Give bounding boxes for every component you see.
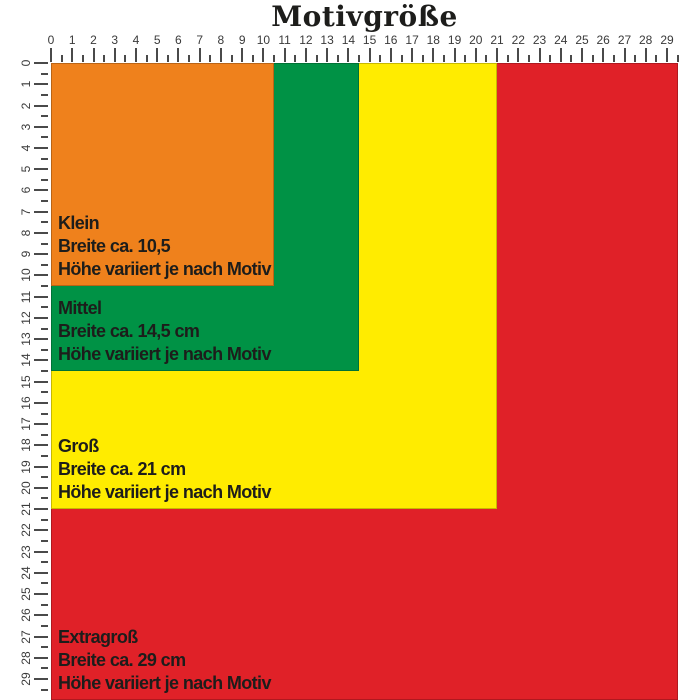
- ruler-top-major-tick: [369, 48, 371, 62]
- ruler-top-major-tick: [454, 48, 456, 62]
- ruler-top-minor-tick: [61, 55, 63, 62]
- ruler-top-minor-tick: [464, 55, 466, 62]
- ruler-top-label: 3: [111, 33, 119, 47]
- ruler-top-label: 23: [532, 33, 547, 47]
- ruler-top-label: 26: [596, 33, 610, 47]
- size-label-block: [58, 435, 271, 504]
- ruler-top-label: 5: [153, 33, 161, 47]
- ruler-left-label: 2: [19, 102, 33, 109]
- ruler-top-minor-tick: [188, 55, 190, 62]
- ruler-top-label: 25: [575, 33, 589, 47]
- ruler-left-minor-tick: [41, 349, 48, 351]
- ruler-top-major-tick: [220, 48, 222, 62]
- ruler-top-major-tick: [93, 48, 95, 62]
- ruler-left-major-tick: [34, 657, 48, 659]
- ruler-top-major-tick: [262, 48, 264, 62]
- ruler-top-label: 15: [362, 33, 377, 47]
- ruler-top-label: 18: [426, 33, 440, 47]
- ruler-top-label: 20: [469, 33, 483, 47]
- size-width-label: Breite ca. 10,5: [58, 236, 171, 256]
- ruler-top-major-tick: [199, 48, 201, 62]
- size-label-block: [58, 212, 271, 281]
- ruler-top-minor-tick: [549, 55, 551, 62]
- ruler-top-label: 14: [341, 33, 356, 47]
- ruler-top-major-tick: [475, 48, 477, 62]
- ruler-top-minor-tick: [613, 55, 615, 62]
- ruler-top-minor-tick: [316, 55, 318, 62]
- size-name-label: Extragroß: [58, 627, 138, 647]
- ruler-top-major-tick: [305, 48, 307, 62]
- ruler-left-label: 29: [19, 672, 33, 686]
- size-height-note: Höhe variiert je nach Motiv: [58, 673, 271, 693]
- ruler-top-minor-tick: [485, 55, 487, 62]
- ruler-top-minor-tick: [358, 55, 360, 62]
- ruler-left-major-tick: [34, 572, 48, 574]
- size-name-label: Mittel: [58, 298, 102, 318]
- ruler-left-major-tick: [34, 551, 48, 553]
- ruler-top-minor-tick: [379, 55, 381, 62]
- ruler-top-major-tick: [114, 48, 116, 62]
- ruler-top-label: 16: [384, 33, 398, 47]
- ruler-top-major-tick: [624, 48, 626, 62]
- ruler-top-major-tick: [496, 48, 498, 62]
- ruler-left-label: 1: [19, 80, 33, 88]
- ruler-left-minor-tick: [41, 115, 48, 117]
- ruler-left-label: 21: [19, 502, 33, 516]
- ruler-left-label: 20: [19, 481, 33, 495]
- ruler-top-minor-tick: [655, 55, 657, 62]
- ruler-left-minor-tick: [41, 434, 48, 436]
- ruler-left-label: 18: [19, 438, 33, 452]
- ruler-top-label: 13: [320, 33, 334, 47]
- ruler-left-label: 12: [19, 311, 33, 325]
- ruler-top-major-tick: [666, 48, 668, 62]
- ruler-top-major-tick: [517, 48, 519, 62]
- ruler-top-minor-tick: [231, 55, 233, 62]
- ruler-top-major-tick: [560, 48, 562, 62]
- ruler-top-minor-tick: [528, 55, 530, 62]
- ruler-top-minor-tick: [443, 55, 445, 62]
- ruler-left-label: 0: [19, 59, 33, 67]
- ruler-left-minor-tick: [41, 476, 48, 478]
- ruler-left-minor-tick: [41, 497, 48, 499]
- ruler-left-major-tick: [34, 359, 48, 361]
- ruler-top-minor-tick: [82, 55, 84, 62]
- ruler-left-major-tick: [34, 317, 48, 319]
- ruler-top-major-tick: [50, 48, 52, 62]
- size-rect-klein: [51, 63, 274, 286]
- size-width-label: Breite ca. 21 cm: [58, 459, 186, 479]
- ruler-top-minor-tick: [252, 55, 254, 62]
- ruler-left-label: 17: [19, 417, 33, 431]
- ruler-left-minor-tick: [41, 158, 48, 160]
- ruler-left-minor-tick: [41, 667, 48, 669]
- ruler-left-label: 28: [19, 651, 33, 665]
- ruler-left-minor-tick: [41, 370, 48, 372]
- ruler-left-major-tick: [34, 168, 48, 170]
- ruler-left-major-tick: [34, 232, 48, 234]
- ruler-left-major-tick: [34, 593, 48, 595]
- ruler-left-label: 19: [19, 459, 33, 474]
- ruler-left-label: 23: [19, 544, 33, 559]
- ruler-top-major-tick: [347, 48, 349, 62]
- size-height-note: Höhe variiert je nach Motiv: [58, 259, 271, 279]
- ruler-top-label: 29: [660, 33, 674, 47]
- ruler-top-major-tick: [284, 48, 286, 62]
- ruler-left-minor-tick: [41, 540, 48, 542]
- ruler-top-label: 19: [447, 33, 462, 47]
- ruler-top-major-tick: [539, 48, 541, 62]
- size-width-label: Breite ca. 14,5 cm: [58, 321, 200, 341]
- ruler-left-major-tick: [34, 423, 48, 425]
- ruler-left-major-tick: [34, 678, 48, 680]
- chart-title: Motivgröße: [271, 0, 458, 33]
- ruler-left-major-tick: [34, 274, 48, 276]
- ruler-left-minor-tick: [41, 285, 48, 287]
- ruler-left-label: 16: [19, 396, 33, 410]
- ruler-top-minor-tick: [103, 55, 105, 62]
- ruler-left-minor-tick: [41, 519, 48, 521]
- ruler-top-label: 7: [196, 33, 204, 47]
- ruler-top-label: 6: [175, 33, 182, 47]
- ruler-top-label: 21: [490, 33, 504, 47]
- ruler-top-minor-tick: [294, 55, 296, 62]
- ruler-left-minor-tick: [41, 221, 48, 223]
- ruler-left-label: 10: [19, 268, 33, 283]
- ruler-top-minor-tick: [124, 55, 126, 62]
- ruler-top-major-tick: [581, 48, 583, 62]
- ruler-top-major-tick: [177, 48, 179, 62]
- ruler-top-label: 4: [132, 33, 140, 47]
- ruler-left-minor-tick: [41, 200, 48, 202]
- ruler-top-major-tick: [135, 48, 137, 62]
- ruler-top-label: 1: [68, 33, 76, 47]
- ruler-left-label: 5: [19, 165, 33, 173]
- ruler-left-label: 11: [19, 290, 33, 303]
- ruler-left-major-tick: [34, 381, 48, 383]
- ruler-left-minor-tick: [41, 646, 48, 648]
- ruler-left-major-tick: [34, 614, 48, 616]
- ruler-left-major-tick: [34, 466, 48, 468]
- ruler-left-minor-tick: [41, 136, 48, 138]
- ruler-top-minor-tick: [273, 55, 275, 62]
- size-width-label: Breite ca. 29 cm: [58, 650, 186, 670]
- ruler-top-label: 24: [554, 33, 568, 47]
- ruler-left-major-tick: [34, 338, 48, 340]
- ruler-top-label: 2: [90, 33, 97, 47]
- ruler-left-major-tick: [34, 636, 48, 638]
- ruler-top-label: 11: [278, 33, 291, 47]
- ruler-top-label: 17: [405, 33, 419, 47]
- ruler-left-minor-tick: [41, 179, 48, 181]
- ruler-top-minor-tick: [401, 55, 403, 62]
- ruler-left-major-tick: [34, 62, 48, 64]
- ruler-top-label: 0: [47, 33, 55, 47]
- ruler-top-label: 27: [617, 33, 632, 47]
- ruler-left-major-tick: [34, 444, 48, 446]
- ruler-left-minor-tick: [41, 689, 48, 691]
- ruler-top-minor-tick: [677, 55, 679, 62]
- ruler-top-label: 28: [639, 33, 653, 47]
- ruler-top-label: 12: [299, 33, 313, 47]
- ruler-left-label: 6: [19, 187, 33, 194]
- size-label-block: [58, 626, 271, 695]
- ruler-top-major-tick: [411, 48, 413, 62]
- ruler-left-minor-tick: [41, 328, 48, 330]
- ruler-top-major-tick: [156, 48, 158, 62]
- ruler-left-label: 25: [19, 587, 33, 601]
- ruler-left-label: 4: [19, 144, 33, 152]
- size-name-label: Groß: [58, 436, 99, 456]
- ruler-left-major-tick: [34, 296, 48, 298]
- size-height-note: Höhe variiert je nach Motiv: [58, 344, 271, 364]
- ruler-left-major-tick: [34, 487, 48, 489]
- ruler-top-major-tick: [645, 48, 647, 62]
- ruler-left-label: 27: [19, 629, 33, 644]
- ruler-left-minor-tick: [41, 73, 48, 75]
- size-label-block: [58, 297, 271, 366]
- ruler-left-label: 7: [19, 208, 33, 216]
- ruler-top-major-tick: [390, 48, 392, 62]
- ruler-top-major-tick: [71, 48, 73, 62]
- ruler-top-major-tick: [602, 48, 604, 62]
- ruler-top-minor-tick: [337, 55, 339, 62]
- size-name-label: Klein: [58, 213, 100, 233]
- ruler-left-major-tick: [34, 147, 48, 149]
- ruler-left-major-tick: [34, 189, 48, 191]
- ruler-left-minor-tick: [41, 306, 48, 308]
- ruler-left-major-tick: [34, 211, 48, 213]
- ruler-left-minor-tick: [41, 455, 48, 457]
- ruler-left-minor-tick: [41, 243, 48, 245]
- ruler-left-major-tick: [34, 402, 48, 404]
- ruler-left-label: 22: [19, 523, 33, 537]
- ruler-top-label: 10: [256, 33, 271, 47]
- ruler-left-label: 14: [19, 353, 33, 368]
- ruler-left-minor-tick: [41, 561, 48, 563]
- ruler-left-minor-tick: [41, 94, 48, 96]
- ruler-left-minor-tick: [41, 413, 48, 415]
- ruler-left-minor-tick: [41, 582, 48, 584]
- ruler-left-minor-tick: [41, 391, 48, 393]
- ruler-left-label: 8: [19, 229, 33, 237]
- ruler-top-label: 8: [217, 33, 225, 47]
- ruler-left-major-tick: [34, 508, 48, 510]
- ruler-left-label: 3: [19, 123, 33, 131]
- ruler-top-major-tick: [432, 48, 434, 62]
- ruler-left-label: 15: [19, 374, 33, 389]
- ruler-top-minor-tick: [209, 55, 211, 62]
- ruler-top-minor-tick: [422, 55, 424, 62]
- ruler-top-major-tick: [241, 48, 243, 62]
- ruler-top-major-tick: [326, 48, 328, 62]
- ruler-left-major-tick: [34, 105, 48, 107]
- ruler-top-minor-tick: [507, 55, 509, 62]
- ruler-left-major-tick: [34, 83, 48, 85]
- ruler-left-label: 24: [19, 566, 33, 580]
- ruler-left-major-tick: [34, 253, 48, 255]
- ruler-left-major-tick: [34, 529, 48, 531]
- size-height-note: Höhe variiert je nach Motiv: [58, 482, 271, 502]
- ruler-left-label: 13: [19, 332, 33, 346]
- ruler-left-label: 9: [19, 250, 33, 258]
- ruler-left-label: 26: [19, 608, 33, 622]
- ruler-top-minor-tick: [146, 55, 148, 62]
- ruler-top-label: 9: [238, 33, 246, 47]
- ruler-left-major-tick: [34, 126, 48, 128]
- ruler-top-minor-tick: [592, 55, 594, 62]
- ruler-top-minor-tick: [570, 55, 572, 62]
- ruler-left-minor-tick: [41, 625, 48, 627]
- ruler-top-minor-tick: [167, 55, 169, 62]
- ruler-top-minor-tick: [634, 55, 636, 62]
- ruler-left-minor-tick: [41, 604, 48, 606]
- ruler-left-minor-tick: [41, 264, 48, 266]
- ruler-top-label: 22: [511, 33, 525, 47]
